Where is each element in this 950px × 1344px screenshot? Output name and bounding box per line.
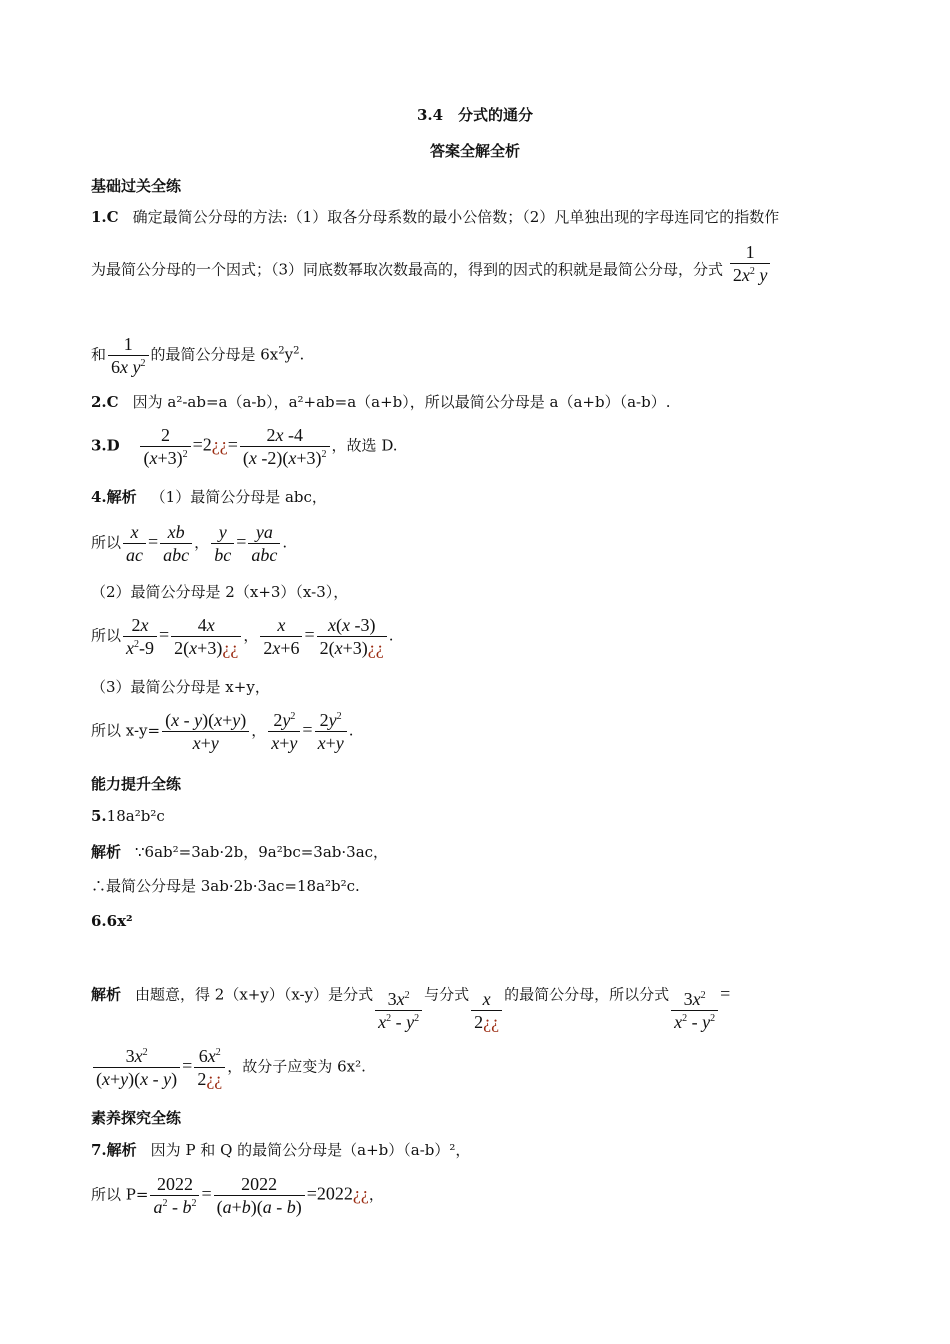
q2-line bbox=[91, 392, 670, 412]
q4-so-2: 所以 bbox=[91, 626, 122, 645]
q2-text: 因为 a²-ab=a（a-b），a²+ab=a（a+b），所以最简公分母是 a（a+b）（a-b）. bbox=[132, 393, 671, 411]
q4-line1 bbox=[91, 487, 327, 507]
q1-line2 bbox=[91, 242, 772, 286]
q1-text2: 为最简公分母的一个因式；（3）同底数幂取次数最高的，得到的因式的积就是最简公分母，分式 bbox=[91, 260, 724, 279]
q6-label: 6.6x² bbox=[91, 912, 133, 930]
frac-x-2x6: $\frac{x}{2x+6}$ bbox=[260, 614, 302, 659]
frac-2x-x2-9: $\frac{2x}{x^2-9}$ bbox=[123, 614, 157, 659]
q1-period: . bbox=[299, 345, 305, 364]
frac-3x2-xy-xy: $\frac{3x^2}{(x+y)(x - y)}$ bbox=[93, 1045, 180, 1090]
q6-t4: ，故分子应变为 6x². bbox=[227, 1057, 366, 1076]
frac-2022-ab-ab: $\frac{2022}{(a+b)(a - b)}$ bbox=[214, 1173, 305, 1218]
page-subtitle: 答案全解全析 bbox=[429, 142, 520, 160]
frac-ya-abc: $\frac{ya}{\text{abc}}$ bbox=[248, 521, 280, 566]
frac-2022-a2-b2: $\frac{2022}{a^2 - b^2}$ bbox=[150, 1173, 199, 1218]
q1-text1: 确定最简公分母的方法:（1）取各分母系数的最小公倍数；（2）凡单独出现的字母连同它的指数作 bbox=[132, 208, 780, 226]
q6-line3: $\frac{3x^2}{(x+y)(x - y)}$ = $\frac{6x^2}{2¿¿}$ ，故分子应变为 6x². bbox=[91, 1045, 366, 1090]
section-heading-ability: 能力提升全练 bbox=[91, 775, 182, 793]
section-heading-literacy: 素养探究全练 bbox=[91, 1109, 182, 1127]
fraction-1-over-2x2y: $\frac{1}{2x^2 y}$ bbox=[730, 241, 771, 286]
fraction-1-over-6xy2: $\frac{1}{6x y^2}$ bbox=[108, 333, 148, 378]
frac-xx3-2x3: $\frac{x(x -3)}{2(x+3)¿¿}$ bbox=[317, 614, 387, 659]
q1-line3: 和 $\frac{1}{6x y^2}$ 的最简公分母是 $6x^2y^2$. bbox=[91, 334, 305, 377]
q4-label: 4.解析 bbox=[91, 488, 137, 506]
q3-end: ，故选 D. bbox=[331, 436, 398, 455]
frac-4x-2x3: $\frac{4x}{2(x+3)¿¿}$ bbox=[171, 614, 241, 659]
q1-label: 1.C bbox=[91, 208, 119, 226]
q5-line1 bbox=[91, 806, 165, 826]
q6-line1 bbox=[91, 911, 133, 931]
frac-3x2-x2-y2-a: $\frac{3x^2}{x^2 - y^2}$ bbox=[375, 988, 422, 1033]
q5-answer: 18a²b²c bbox=[106, 807, 165, 825]
frac-2y2-xy-a: $\frac{2y^2}{x+y}$ bbox=[268, 709, 300, 754]
frac-y-bc: $\frac{y}{bc}$ bbox=[211, 521, 234, 566]
q4-line2: 所以 $\frac{x}{ac}$ = $\frac{xb}{\text{abc}}$ ， $\frac{y}{bc}$ = $\frac{ya}{\text{abc}}$ . bbox=[91, 522, 288, 565]
q2-label: 2.C bbox=[91, 393, 119, 411]
q1-result-y: y bbox=[284, 345, 294, 364]
q7-label: 7.解析 bbox=[91, 1141, 137, 1159]
q4-line5 bbox=[91, 677, 270, 697]
q5-line2 bbox=[91, 842, 388, 862]
q7-t2: 所以 P= bbox=[91, 1185, 149, 1204]
q1-and: 和 bbox=[91, 345, 107, 364]
q5-line3 bbox=[91, 876, 360, 896]
frac-3x2-x2-y2-b: $\frac{3x^2}{x^2 - y^2}$ bbox=[671, 988, 718, 1033]
q4-so-xy: 所以 x-y= bbox=[91, 721, 161, 740]
q4-p3: （3）最简公分母是 x+y， bbox=[91, 678, 270, 696]
q1-line1 bbox=[91, 207, 779, 227]
frac-xb-abc: $\frac{xb}{\text{abc}}$ bbox=[160, 521, 192, 566]
frac-6x2-2: $\frac{6x^2}{2¿¿}$ bbox=[194, 1045, 225, 1090]
q3-label: 3.D bbox=[91, 436, 120, 455]
q5-jx: 解析 bbox=[91, 843, 122, 861]
frac-x-ac: $\frac{x}{ac}$ bbox=[123, 521, 146, 566]
q1-result-text: 的最简公分母是 6x bbox=[150, 345, 279, 364]
q5-l1: ∵6ab²=3ab·2b，9a²bc=3ab·3ac， bbox=[135, 843, 389, 861]
q3-fraction-left: $\frac{2}{(x+3)^2}$ bbox=[140, 424, 190, 469]
q6-t2: 与分式 bbox=[424, 985, 470, 1004]
q5-l2: ∴最简公分母是 3ab·2b·3ac=18a²b²c. bbox=[91, 877, 360, 895]
q7-line2: 所以 P= $\frac{2022}{a^2 - b^2}$ = $\frac{2022}{(a+b)(a - b)}$ =2022¿¿， bbox=[91, 1174, 384, 1217]
q6-t3: 的最简公分母，所以分式 bbox=[504, 985, 670, 1004]
q6-t1: 由题意，得 2（x+y）（x-y）是分式 bbox=[135, 985, 374, 1004]
q4-p2: （2）最简公分母是 2（x+3）（x-3）， bbox=[91, 583, 349, 601]
q6-line2: 解析 由题意，得 2（x+y）（x-y）是分式 $\frac{3x^2}{x^2 - y^2}$ 与分式 $\frac{x}{2¿¿}$ 的最简公分母，所以分式 $\frac{3x^2}{x^2 - y^2}$ = bbox=[91, 983, 731, 1032]
q7-line1 bbox=[91, 1140, 470, 1160]
frac-x-2: $\frac{x}{2¿¿}$ bbox=[471, 988, 502, 1033]
q6-jx: 解析 bbox=[91, 985, 122, 1004]
page-title: 3.4 分式的通分 bbox=[416, 106, 534, 124]
q4-so-1: 所以 bbox=[91, 533, 122, 552]
q4-line6: 所以 x-y= $\frac{(x - y)(x+y)}{x+y}$ ， $\frac{2y^2}{x+y}$ = $\frac{2y^2}{x+y}$ . bbox=[91, 710, 354, 753]
q5-label: 5. bbox=[91, 807, 107, 825]
frac-2y2-xy-b: $\frac{2y^2}{x+y}$ bbox=[315, 709, 347, 754]
section-heading-basic: 基础过关全练 bbox=[91, 177, 182, 195]
q4-line3 bbox=[91, 582, 348, 602]
frac-xy-product-over-xy: $\frac{(x - y)(x+y)}{x+y}$ bbox=[162, 709, 249, 754]
q3-line: 3.D $\frac{2}{(x+3)^2}$ =2¿¿= $\frac{2x -4}{(x -2)(x+3)^2}$ ，故选 D. bbox=[91, 425, 398, 468]
q3-fraction-right: $\frac{2x -4}{(x -2)(x+3)^2}$ bbox=[240, 424, 330, 469]
q4-p1: （1）最简公分母是 abc， bbox=[150, 488, 327, 506]
q4-line4: 所以 $\frac{2x}{x^2-9}$ = $\frac{4x}{2(x+3)¿¿}$ ， $\frac{x}{2x+6}$ = $\frac{x(x -3)}{2(x+3)¿¿}$ . bbox=[91, 615, 394, 658]
q7-t1: 因为 P 和 Q 的最简公分母是（a+b）（a-b）²， bbox=[150, 1141, 471, 1159]
